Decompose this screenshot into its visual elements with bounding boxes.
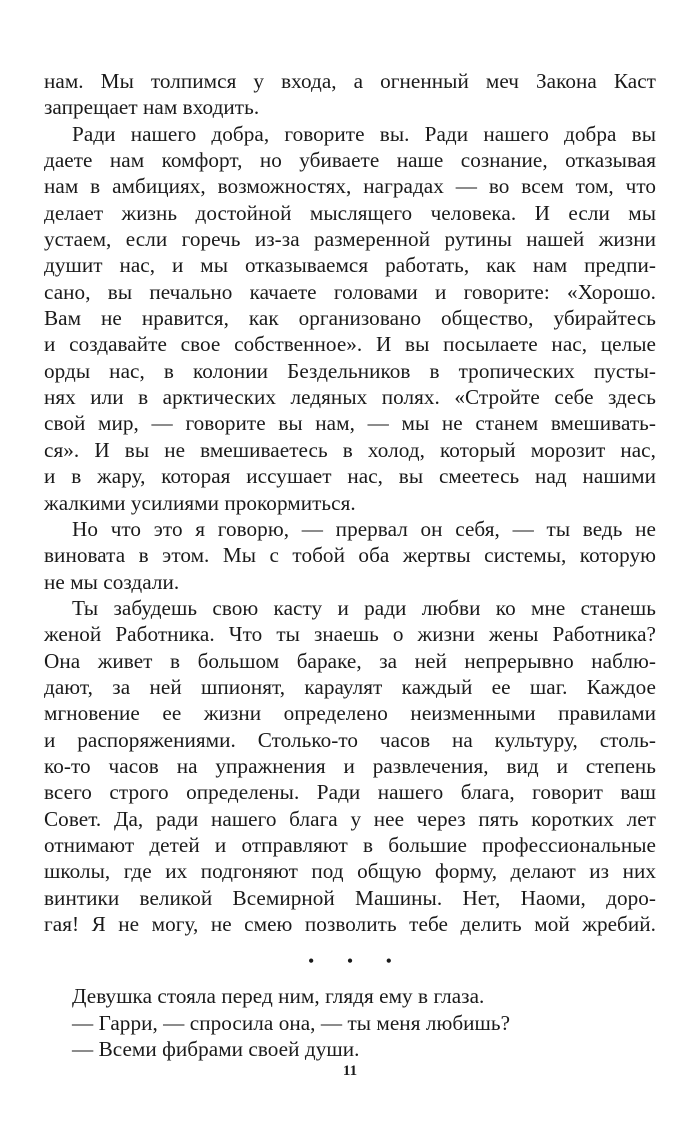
text-line: и в жару, которая иссушает нас, вы смеетесь над нашими (44, 464, 656, 489)
text-line: отнимают детей и отправляют в большие профессиональные (44, 832, 656, 857)
text-line: и создавайте свое собственное». И вы посылаете нас, целые (44, 332, 656, 357)
text-line: жалкими усилиями прокормиться. (44, 490, 356, 515)
text-line: Она живет в большом бараке, за ней непрерывно наблю- (44, 648, 656, 673)
paragraph (44, 983, 656, 1009)
text-line: запрещает нам входить. (44, 95, 260, 120)
text-block-dialogue (44, 983, 656, 1062)
page-number: 11 (342, 1063, 358, 1079)
text-line: душит нас, и мы отказываемся работать, как нам предпи- (44, 253, 656, 278)
text-line: винтики великой Всемирной Машины. Нет, Наоми, доро- (44, 885, 656, 910)
paragraph (44, 595, 656, 937)
text-line: дают, за ней шпионят, караулят каждый ее шаг. Каждое (44, 674, 656, 699)
text-line: Девушка стояла перед ним, глядя ему в глаза. (72, 984, 485, 1009)
text-line: женой Работника. Что ты знаешь о жизни жены Работника? (44, 622, 656, 647)
text-line: мгновение ее жизни определено неизменными правилами (44, 701, 656, 726)
text-line: Вам не нравится, как организовано общество, убирайтесь (44, 306, 656, 331)
paragraph (44, 1010, 656, 1036)
text-line: Ради нашего добра, говорите вы. Ради нашего добра вы (72, 121, 656, 146)
paragraph (44, 516, 656, 595)
text-line: Совет. Да, ради нашего блага у нее через пять коротких лет (44, 806, 656, 831)
text-line: нам. Мы толпимся у входа, а огненный меч Закона Каст (44, 69, 656, 93)
text-line: и распоряжениями. Столько-то часов на культуру, столь- (44, 727, 656, 752)
paragraph (44, 68, 656, 121)
text-line: — Гарри, — спросила она, — ты меня любишь? (72, 1010, 511, 1035)
text-line: ко-то часов на упражнения и развлечения, вид и степень (44, 753, 656, 778)
text-line: нях или в арктических ледяных полях. «Стройте себе здесь (44, 385, 656, 410)
text-line: сано, вы печально качаете головами и говорите: «Хорошо. (44, 279, 656, 304)
text-line: виновата в этом. Мы с тобой оба жертвы системы, которую (44, 543, 656, 568)
text-line: устаем, если горечь из-за размеренной рутины нашей жизни (44, 227, 656, 252)
text-line: нам в амбициях, возможностях, наградах — во всем том, что (44, 174, 656, 199)
paragraph (44, 121, 656, 516)
text-line: всего строго определены. Ради нашего блага, говорит ваш (44, 780, 656, 805)
text-line: гая! Я не могу, не смею позволить тебе делить мой жребий. (44, 912, 656, 936)
paragraph (44, 1036, 656, 1062)
text-line: орды нас, в колонии Бездельников в тропических пусты- (44, 358, 656, 383)
text-line: делает жизнь достойной мыслящего человека. И если мы (44, 200, 656, 225)
text-line: ся». И вы не вмешиваетесь в холод, который морозит нас, (44, 437, 656, 462)
text-line: Ты забудешь свою касту и ради любви ко мне станешь (72, 595, 656, 620)
text-line: не мы создали. (44, 569, 180, 594)
text-line: свой мир, — говорите вы нам, — мы не станем вмешивать- (44, 411, 656, 436)
section-separator: • • • (308, 951, 406, 972)
text-line: — Всеми фибрами своей души. (72, 1037, 360, 1062)
text-line: Но что это я говорю, — прервал он себя, — ты ведь не (72, 516, 656, 541)
text-line: даете нам комфорт, но убиваете наше сознание, отказывая (44, 148, 656, 173)
text-line: школы, где их подгоняют под общую форму, делают из них (44, 859, 656, 884)
page-body (44, 68, 656, 1062)
text-block-main (44, 68, 656, 937)
